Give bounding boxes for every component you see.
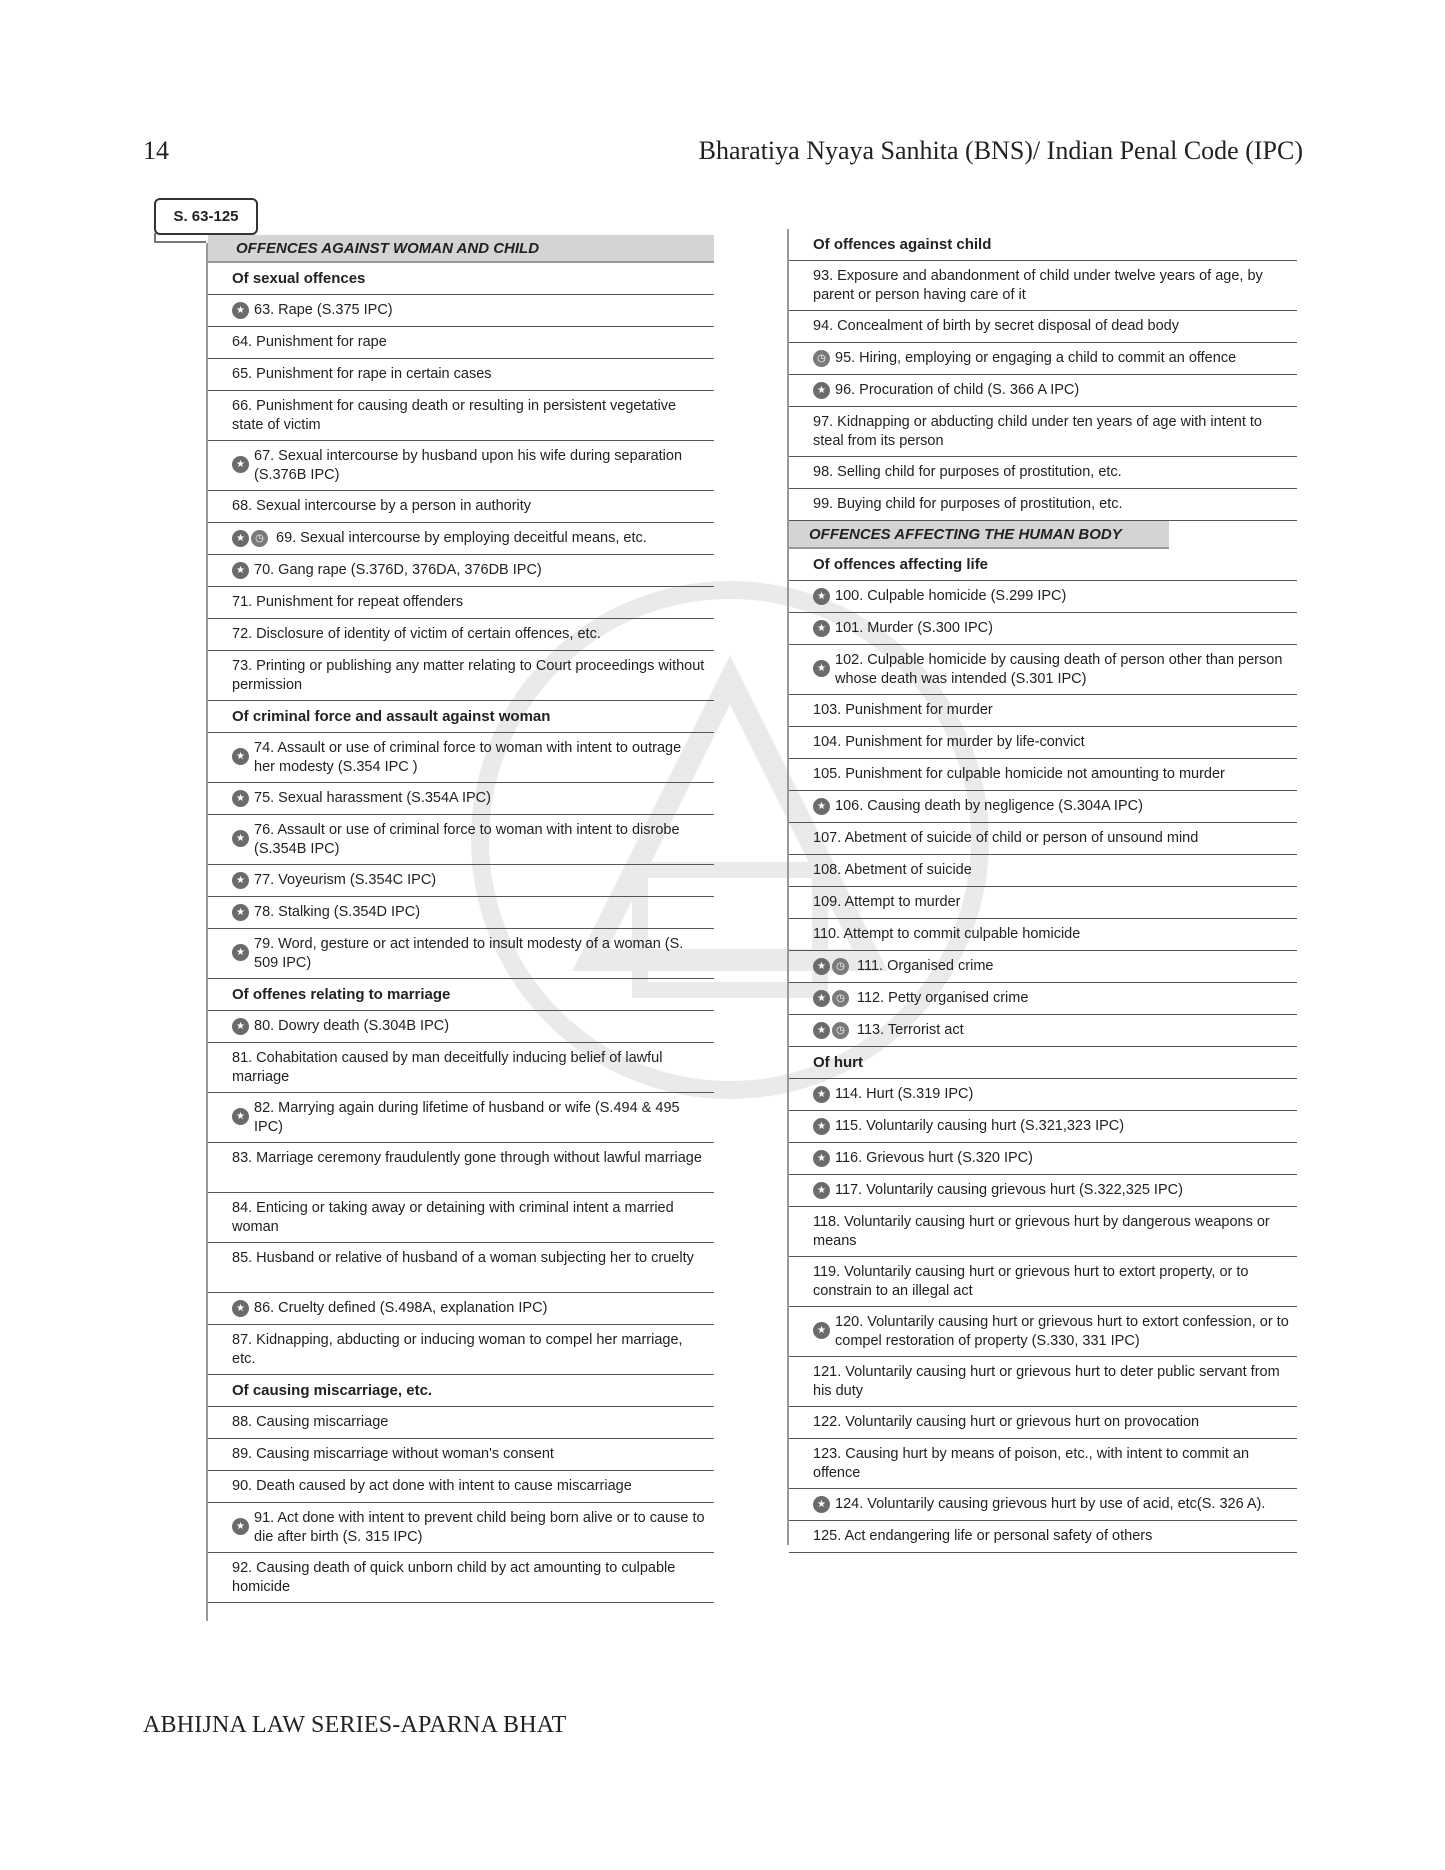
entry-text: 78. Stalking (S.354D IPC)	[254, 904, 421, 920]
entry-text: 87. Kidnapping, abducting or inducing woman to compel her marriage, etc.	[232, 1332, 683, 1367]
entry-text: 95. Hiring, employing or engaging a child to commit an offence	[835, 350, 1237, 366]
entry-icons	[232, 562, 249, 579]
section-entry	[789, 1015, 1297, 1047]
entry-text: 115. Voluntarily causing hurt (S.321,323 IPC)	[835, 1118, 1125, 1134]
entry-icons	[232, 1018, 249, 1035]
section-entry	[208, 359, 714, 391]
entry-text: 74. Assault or use of criminal force to woman with intent to outrage her modesty (S.354 IPC )	[254, 740, 682, 775]
star-icon: ★	[232, 748, 249, 765]
group-heading	[789, 1047, 1297, 1079]
section-entry	[789, 1407, 1297, 1439]
entry-text: 81. Cohabitation caused by man deceitfully inducing belief of lawful marriage	[232, 1050, 663, 1085]
star-icon: ★	[813, 620, 830, 637]
entry-text: 101. Murder (S.300 IPC)	[835, 620, 993, 636]
section-entry	[789, 1111, 1297, 1143]
section-entry	[789, 645, 1297, 695]
entry-text: 117. Voluntarily causing grievous hurt (S.322,325 IPC)	[835, 1182, 1183, 1198]
entry-text: Of sexual offences	[232, 270, 366, 287]
group-heading	[208, 1375, 714, 1407]
section-entry	[208, 587, 714, 619]
entry-text: 120. Voluntarily causing hurt or grievous hurt to extort confession, or to compel restoration of property (S.330, 331 IPC)	[835, 1314, 1289, 1349]
section-entry	[208, 523, 714, 555]
entry-icons	[232, 1108, 249, 1125]
entry-text: 98. Selling child for purposes of prostitution, etc.	[813, 464, 1122, 480]
left-column	[206, 235, 714, 1603]
star-icon: ★	[232, 872, 249, 889]
clock-icon: ◷	[251, 530, 268, 547]
star-icon: ★	[813, 1118, 830, 1135]
clock-icon: ◷	[832, 1022, 849, 1039]
section-entry	[208, 1325, 714, 1375]
entry-icons	[232, 1300, 249, 1317]
entry-text: 93. Exposure and abandonment of child under twelve years of age, by parent or person having care of it	[813, 268, 1263, 303]
page-number: 14	[143, 136, 169, 165]
entry-text: 109. Attempt to murder	[813, 894, 961, 910]
entry-text: 82. Marrying again during lifetime of husband or wife (S.494 & 495 IPC)	[254, 1100, 680, 1135]
entry-text: 96. Procuration of child (S. 366 A IPC)	[835, 382, 1080, 398]
star-icon: ★	[232, 1018, 249, 1035]
entry-text: 121. Voluntarily causing hurt or grievous hurt to deter public servant from his duty	[813, 1364, 1280, 1399]
entry-text: 89. Causing miscarriage without woman's consent	[232, 1446, 554, 1462]
section-entry	[789, 407, 1297, 457]
section-entry	[789, 311, 1297, 343]
section-range-badge: S. 63-125	[154, 198, 258, 235]
section-entry	[789, 1207, 1297, 1257]
left-rows	[206, 263, 714, 1603]
section-entry	[789, 1489, 1297, 1521]
entry-text: 116. Grievous hurt (S.320 IPC)	[835, 1150, 1033, 1166]
entry-icons	[813, 1118, 830, 1135]
footer-text: ABHIJNA LAW SERIES-APARNA BHAT	[143, 1712, 567, 1738]
section-entry	[789, 759, 1297, 791]
section-entry	[208, 1011, 714, 1043]
entry-text: 86. Cruelty defined (S.498A, explanation IPC)	[254, 1300, 548, 1316]
entry-text: 67. Sexual intercourse by husband upon his wife during separation (S.376B IPC)	[254, 448, 683, 483]
entry-text: 114. Hurt (S.319 IPC)	[835, 1086, 974, 1102]
star-icon: ★	[232, 562, 249, 579]
clock-icon: ◷	[832, 958, 849, 975]
entry-icons	[232, 1518, 249, 1535]
section-entry	[789, 887, 1297, 919]
entry-icons	[232, 456, 249, 473]
section-entry	[208, 783, 714, 815]
star-icon: ★	[813, 990, 830, 1007]
section-entry	[789, 343, 1297, 375]
section-entry	[208, 555, 714, 587]
section-entry	[208, 1243, 714, 1293]
star-icon: ★	[813, 1496, 830, 1513]
range-connector	[154, 233, 206, 243]
section-entry	[208, 441, 714, 491]
section-entry	[789, 1175, 1297, 1207]
entry-text: 105. Punishment for culpable homicide not amounting to murder	[813, 766, 1225, 782]
star-icon: ★	[232, 530, 249, 547]
entry-icons	[232, 790, 249, 807]
entry-icons	[232, 872, 249, 889]
entry-text: 99. Buying child for purposes of prostitution, etc.	[813, 496, 1123, 512]
entry-text: 119. Voluntarily causing hurt or grievous hurt to extort property, or to constrain to an illegal act	[813, 1264, 1249, 1299]
entry-icons	[232, 944, 249, 961]
entry-text: 72. Disclosure of identity of victim of certain offences, etc.	[232, 626, 601, 642]
entry-text: 118. Voluntarily causing hurt or grievous hurt by dangerous weapons or means	[813, 1214, 1270, 1249]
section-entry	[208, 1143, 714, 1193]
section-entry	[208, 1471, 714, 1503]
entry-text: 83. Marriage ceremony fraudulently gone through without lawful marriage	[232, 1150, 702, 1166]
entry-text: 123. Causing hurt by means of poison, etc., with intent to commit an offence	[813, 1446, 1250, 1481]
star-icon: ★	[232, 830, 249, 847]
section-entry	[789, 489, 1297, 521]
entry-icons	[813, 350, 830, 367]
section-entry	[208, 327, 714, 359]
section-entry	[789, 823, 1297, 855]
section-entry	[208, 897, 714, 929]
section-entry	[789, 1143, 1297, 1175]
entry-text: 66. Punishment for causing death or resulting in persistent vegetative state of victim	[232, 398, 677, 433]
entry-text: 80. Dowry death (S.304B IPC)	[254, 1018, 450, 1034]
entry-text: 69. Sexual intercourse by employing deceitful means, etc.	[276, 530, 647, 546]
section-entry	[208, 1193, 714, 1243]
entry-text: 64. Punishment for rape	[232, 334, 387, 350]
entry-icons	[232, 302, 249, 319]
section-entry	[789, 1521, 1297, 1553]
star-icon: ★	[813, 1086, 830, 1103]
star-icon: ★	[813, 1150, 830, 1167]
entry-icons	[813, 1182, 830, 1199]
star-icon: ★	[232, 302, 249, 319]
section-entry	[208, 491, 714, 523]
entry-text: 85. Husband or relative of husband of a woman subjecting her to cruelty	[232, 1250, 694, 1266]
entry-text: 104. Punishment for murder by life-convict	[813, 734, 1085, 750]
group-heading	[208, 701, 714, 733]
section-entry	[789, 1439, 1297, 1489]
entry-text: 68. Sexual intercourse by a person in authority	[232, 498, 532, 514]
entry-icons	[232, 830, 249, 847]
entry-text: 79. Word, gesture or act intended to insult modesty of a woman (S. 509 IPC)	[254, 936, 684, 971]
entry-icons	[232, 530, 268, 547]
section-entry	[789, 1257, 1297, 1307]
section-entry	[789, 1357, 1297, 1407]
entry-text: 76. Assault or use of criminal force to woman with intent to disrobe (S.354B IPC)	[254, 822, 680, 857]
entry-icons	[232, 904, 249, 921]
section-entry	[208, 1503, 714, 1553]
star-icon: ★	[232, 1108, 249, 1125]
entry-icons	[813, 588, 830, 605]
section-entry	[208, 1439, 714, 1471]
entry-icons	[813, 798, 830, 815]
entry-text: 65. Punishment for rape in certain cases	[232, 366, 492, 382]
entry-text: 100. Culpable homicide (S.299 IPC)	[835, 588, 1067, 604]
entry-text: 122. Voluntarily causing hurt or grievous hurt on provocation	[813, 1414, 1200, 1430]
entry-text: Of causing miscarriage, etc.	[232, 1382, 433, 1399]
entry-text: 103. Punishment for murder	[813, 702, 993, 718]
section-entry	[208, 295, 714, 327]
star-icon: ★	[813, 1022, 830, 1039]
section-heading: OFFENCES AFFECTING THE HUMAN BODY	[789, 521, 1169, 549]
group-heading	[789, 549, 1297, 581]
entry-icons	[813, 1150, 830, 1167]
entry-text: 124. Voluntarily causing grievous hurt by use of acid, etc(S. 326 A).	[835, 1496, 1266, 1512]
section-entry	[208, 929, 714, 979]
section-entry	[208, 733, 714, 783]
entry-text: 71. Punishment for repeat offenders	[232, 594, 464, 610]
section-entry	[208, 815, 714, 865]
star-icon: ★	[232, 1518, 249, 1535]
section-entry	[789, 613, 1297, 645]
entry-icons	[813, 382, 830, 399]
section-entry	[208, 651, 714, 701]
section-entry	[789, 919, 1297, 951]
right-rows	[787, 229, 1297, 1553]
entry-icons	[813, 620, 830, 637]
section-entry	[789, 791, 1297, 823]
entry-text: 73. Printing or publishing any matter relating to Court proceedings without permission	[232, 658, 705, 693]
section-entry	[789, 261, 1297, 311]
right-column	[787, 229, 1297, 1553]
entry-text: Of hurt	[813, 1054, 863, 1071]
entry-text: 102. Culpable homicide by causing death of person other than person whose death was intended (S.301 IPC)	[835, 652, 1283, 687]
section-entry	[208, 865, 714, 897]
section-entry	[789, 1079, 1297, 1111]
star-icon: ★	[232, 904, 249, 921]
clock-icon: ◷	[832, 990, 849, 1007]
star-icon: ★	[232, 1300, 249, 1317]
entry-icons	[813, 1086, 830, 1103]
star-icon: ★	[232, 790, 249, 807]
entry-icons	[813, 1022, 849, 1039]
entry-text: 84. Enticing or taking away or detaining with criminal intent a married woman	[232, 1200, 674, 1235]
entry-text: 77. Voyeurism (S.354C IPC)	[254, 872, 437, 888]
entry-text: 107. Abetment of suicide of child or person of unsound mind	[813, 830, 1199, 846]
star-icon: ★	[232, 456, 249, 473]
star-icon: ★	[813, 798, 830, 815]
section-entry	[789, 375, 1297, 407]
entry-text: 88. Causing miscarriage	[232, 1414, 389, 1430]
entry-text: 63. Rape (S.375 IPC)	[254, 302, 393, 318]
section-entry	[208, 1407, 714, 1439]
section-entry	[208, 1093, 714, 1143]
entry-icons	[813, 1322, 830, 1339]
section-heading: OFFENCES AGAINST WOMAN AND CHILD	[208, 235, 714, 263]
entry-text: Of offences affecting life	[813, 556, 989, 573]
star-icon: ★	[813, 1182, 830, 1199]
section-entry	[208, 1293, 714, 1325]
star-icon: ★	[232, 944, 249, 961]
star-icon: ★	[813, 660, 830, 677]
group-heading	[789, 229, 1297, 261]
entry-text: Of criminal force and assault against woman	[232, 708, 551, 725]
entry-text: 110. Attempt to commit culpable homicide	[813, 926, 1081, 942]
section-entry	[789, 727, 1297, 759]
entry-text: 111. Organised crime	[857, 958, 994, 974]
section-entry	[789, 1307, 1297, 1357]
entry-text: 91. Act done with intent to prevent child being born alive or to cause to die after birth (S. 315 IPC)	[254, 1510, 705, 1545]
entry-text: 75. Sexual harassment (S.354A IPC)	[254, 790, 491, 806]
star-icon: ★	[813, 958, 830, 975]
entry-text: 90. Death caused by act done with intent to cause miscarriage	[232, 1478, 632, 1494]
entry-text: 106. Causing death by negligence (S.304A IPC)	[835, 798, 1143, 814]
section-entry	[208, 391, 714, 441]
star-icon: ★	[813, 382, 830, 399]
entry-icons	[813, 990, 849, 1007]
entry-text: 70. Gang rape (S.376D, 376DA, 376DB IPC)	[254, 562, 542, 578]
entry-icons	[813, 958, 849, 975]
section-entry	[208, 619, 714, 651]
entry-text: 92. Causing death of quick unborn child by act amounting to culpable homicide	[232, 1560, 676, 1595]
entry-text: 113. Terrorist act	[857, 1022, 964, 1038]
entry-text: 97. Kidnapping or abducting child under ten years of age with intent to steal from its person	[813, 414, 1262, 449]
entry-text: 94. Concealment of birth by secret disposal of dead body	[813, 318, 1179, 334]
section-entry	[789, 457, 1297, 489]
section-entry	[789, 581, 1297, 613]
entry-text: 108. Abetment of suicide	[813, 862, 972, 878]
section-entry	[789, 695, 1297, 727]
entry-icons	[813, 1496, 830, 1513]
star-icon: ★	[813, 588, 830, 605]
section-entry	[208, 1553, 714, 1603]
section-entry	[789, 983, 1297, 1015]
running-title: Bharatiya Nyaya Sanhita (BNS)/ Indian Penal Code (IPC)	[698, 136, 1303, 165]
section-entry	[789, 855, 1297, 887]
group-heading	[208, 979, 714, 1011]
entry-icons	[232, 748, 249, 765]
entry-text: 112. Petty organised crime	[857, 990, 1029, 1006]
entry-text: 125. Act endangering life or personal safety of others	[813, 1528, 1153, 1544]
clock-icon: ◷	[813, 350, 830, 367]
entry-text: Of offences against child	[813, 236, 992, 253]
section-entry	[789, 951, 1297, 983]
group-heading	[208, 263, 714, 295]
section-entry	[208, 1043, 714, 1093]
entry-icons	[813, 660, 830, 677]
entry-text: Of offenes relating to marriage	[232, 986, 451, 1003]
star-icon: ★	[813, 1322, 830, 1339]
